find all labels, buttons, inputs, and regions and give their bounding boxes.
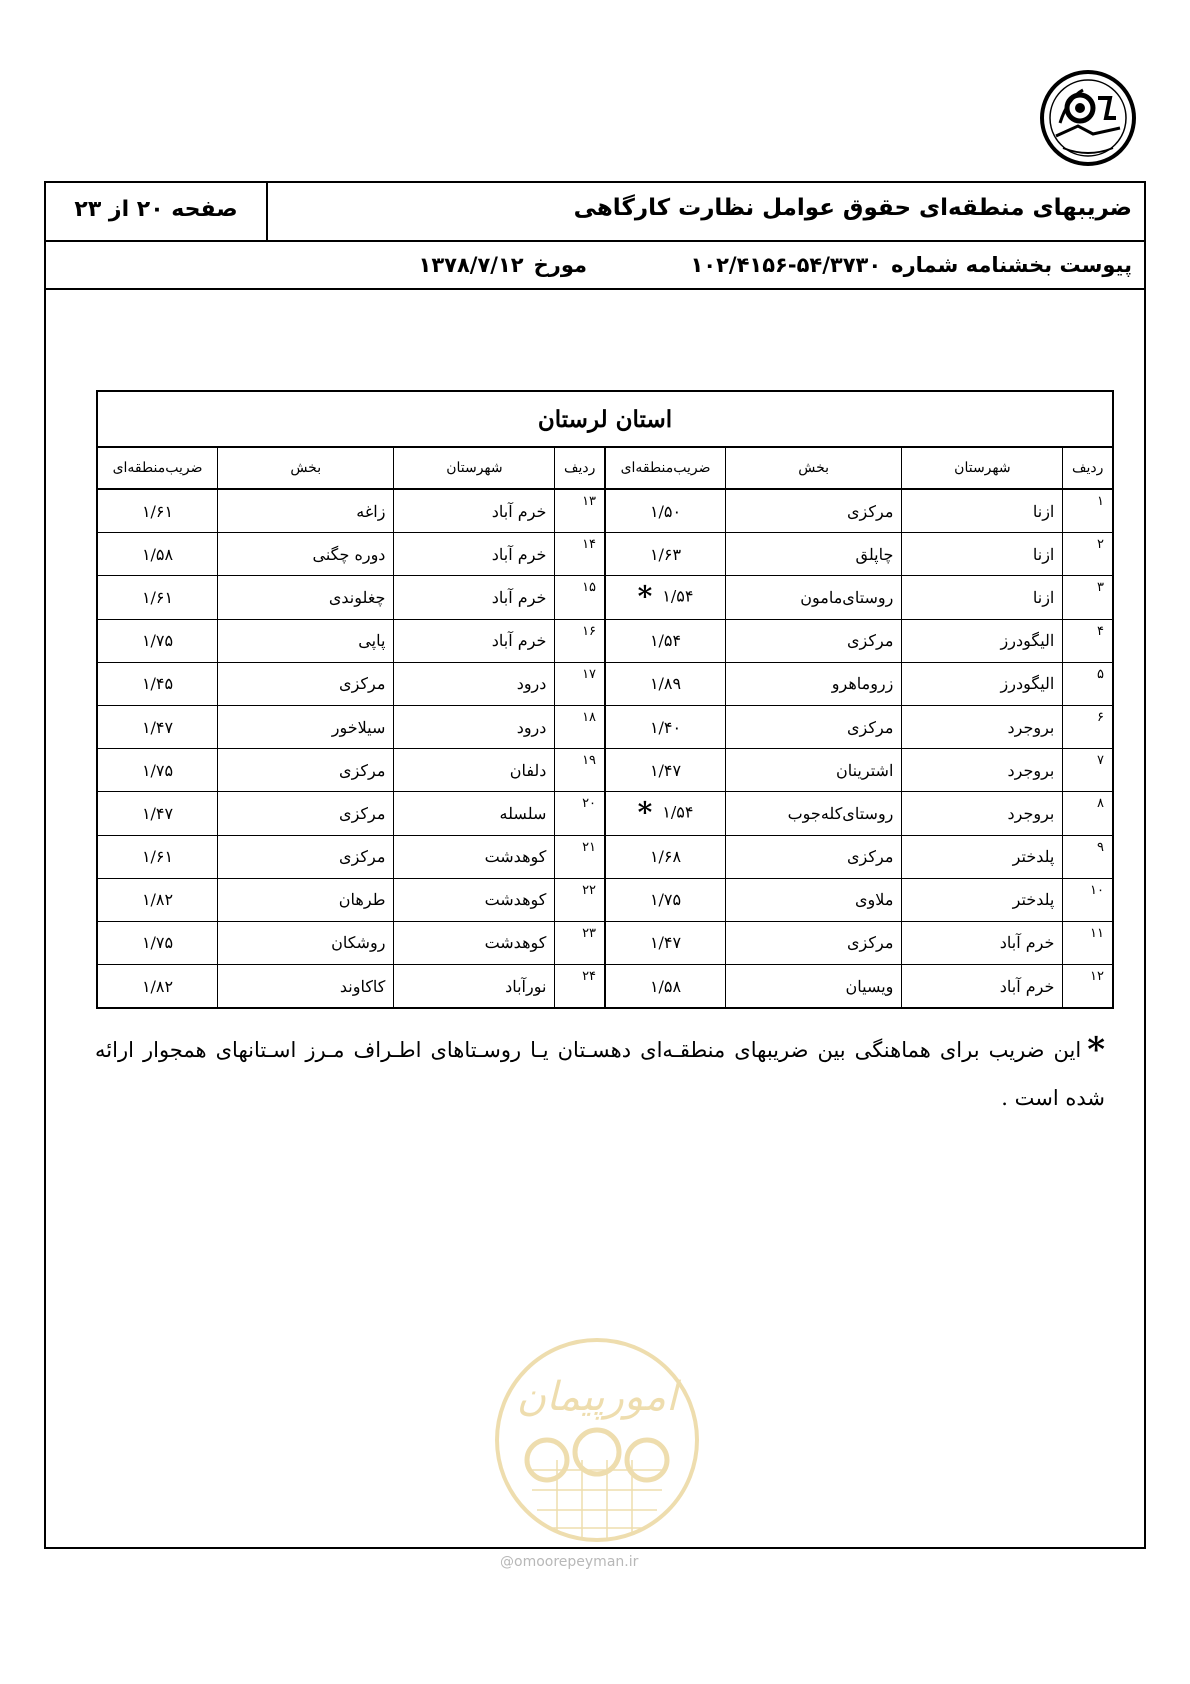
- row-number-text: ۱: [1097, 494, 1104, 509]
- date-label: مورخ: [533, 253, 587, 277]
- row-number: [1063, 965, 1113, 1009]
- coef-cell-text: ۱/۶۱: [141, 847, 174, 867]
- coef-cell: [605, 921, 725, 964]
- coef-cell-text: ۱/۴۷: [649, 760, 682, 780]
- section-cell: [726, 835, 902, 878]
- coef-cell: [605, 878, 725, 921]
- section-cell: [726, 576, 902, 619]
- section-cell: [218, 965, 394, 1009]
- city-cell: [902, 965, 1063, 1009]
- header-no: ردیف: [555, 447, 605, 489]
- section-cell: [218, 576, 394, 619]
- section-cell: [726, 792, 902, 835]
- city-cell-text: کوهدشت: [484, 890, 547, 910]
- row-number-text: ۸: [1097, 796, 1104, 812]
- city-cell-text: الیگودرز: [1000, 674, 1055, 694]
- section-cell: [726, 921, 902, 964]
- province-title: استان لرستان: [97, 391, 1113, 447]
- row-number-text: ۱۰: [1090, 882, 1104, 898]
- table-header-row: [97, 447, 1113, 489]
- coef-cell-text: ۱/۸۲: [141, 890, 174, 910]
- city-cell: [902, 835, 1063, 878]
- asterisk-icon: *: [1087, 1030, 1105, 1070]
- circular-label: پیوست بخشنامه شماره: [891, 253, 1132, 277]
- coef-cell: [605, 705, 725, 748]
- section-cell: [726, 489, 902, 533]
- section-cell-text: روستای‌مامون: [800, 587, 894, 607]
- section-cell-text: ویسیان: [845, 976, 894, 996]
- city-cell-text: ازنا: [1032, 501, 1055, 521]
- coef-cell-text: ۱/۷۵: [141, 631, 174, 651]
- row-number-text: ۵: [1097, 666, 1104, 682]
- coef-cell-text: ۱/۶۳: [649, 544, 682, 564]
- section-cell: [218, 835, 394, 878]
- row-number-text: ۲۳: [582, 925, 597, 941]
- circular-number: ۱۰۲/۴۱۵۶-۵۴/۳۷۳۰: [690, 253, 882, 277]
- coef-cell: [605, 835, 725, 878]
- city-cell: [394, 576, 555, 619]
- coef-cell: [605, 749, 725, 792]
- row-number-text: ۲۲: [582, 882, 597, 898]
- coef-cell: [97, 835, 218, 878]
- city-cell: [394, 878, 555, 921]
- row-number-text: ۱۲: [1090, 969, 1104, 985]
- row-number: [1063, 749, 1113, 792]
- row-number: [555, 878, 605, 921]
- city-cell-text: خرم آباد: [491, 587, 547, 607]
- section-cell-text: دوره چگنی: [312, 544, 386, 564]
- section-cell: [726, 878, 902, 921]
- city-cell: [902, 792, 1063, 835]
- section-cell-text: طرهان: [338, 890, 386, 910]
- city-cell-text: نورآباد: [505, 976, 547, 996]
- section-cell: [726, 662, 902, 705]
- city-cell: [902, 489, 1063, 533]
- document-title: ضریبهای منطقه‌ای حقوق عوامل نظارت کارگاهی: [573, 195, 1132, 221]
- section-cell: [726, 533, 902, 576]
- section-cell: [726, 705, 902, 748]
- coef-cell: [97, 878, 218, 921]
- circular-date: [409, 253, 587, 277]
- city-cell: [902, 878, 1063, 921]
- row-number: [555, 835, 605, 878]
- row-number-text: ۱۳: [582, 494, 597, 509]
- header-coef: ضریب‌منطقه‌ای: [605, 447, 725, 489]
- coef-cell: [605, 965, 725, 1009]
- coef-cell-text: ۱/۸۹: [649, 674, 682, 694]
- header-section: بخش: [726, 447, 902, 489]
- table-row: [97, 662, 1113, 705]
- section-cell: [218, 878, 394, 921]
- row-number-text: ۱۱: [1090, 925, 1104, 941]
- asterisk-icon: *: [637, 580, 653, 614]
- city-cell-text: کوهدشت: [484, 847, 547, 867]
- section-cell-text: مرکزی: [847, 631, 894, 651]
- coef-cell-text: ۱/۵۸: [141, 544, 174, 564]
- section-cell-text: مرکزی: [339, 803, 386, 823]
- table-row: [97, 792, 1113, 835]
- city-cell: [394, 489, 555, 533]
- row-number: [555, 749, 605, 792]
- section-cell-text: چغلوندی: [328, 587, 386, 607]
- city-cell-text: خرم آباد: [999, 976, 1055, 996]
- section-cell: [218, 705, 394, 748]
- header-city: شهرستان: [394, 447, 555, 489]
- section-cell: [726, 749, 902, 792]
- organization-logo: [1038, 68, 1138, 168]
- coef-cell: [97, 576, 218, 619]
- section-cell: [218, 662, 394, 705]
- row-number-text: ۴: [1097, 623, 1104, 639]
- header-row-title: [46, 183, 1144, 242]
- row-number-text: ۲۴: [582, 969, 597, 985]
- section-cell-text: مرکزی: [847, 933, 894, 953]
- row-number: [1063, 489, 1113, 533]
- section-cell: [218, 792, 394, 835]
- coef-cell: [97, 749, 218, 792]
- coef-cell: [97, 489, 218, 533]
- coef-cell-text: ۱/۵۸: [649, 976, 682, 996]
- city-cell: [902, 749, 1063, 792]
- city-cell: [902, 576, 1063, 619]
- city-cell: [394, 619, 555, 662]
- row-number: [1063, 835, 1113, 878]
- table-row: [97, 489, 1113, 533]
- header-coef: ضریب‌منطقه‌ای: [97, 447, 218, 489]
- city-cell-text: سلسله: [499, 803, 547, 823]
- city-cell: [394, 705, 555, 748]
- city-cell-text: ازنا: [1032, 544, 1055, 564]
- row-number: [555, 965, 605, 1009]
- section-cell-text: زاغه: [356, 501, 386, 521]
- section-cell-text: ملاوی: [855, 890, 894, 910]
- city-cell-text: بروجرد: [1007, 717, 1055, 737]
- header-no: ردیف: [1063, 447, 1113, 489]
- row-number: [1063, 533, 1113, 576]
- city-cell: [902, 705, 1063, 748]
- row-number: [555, 792, 605, 835]
- row-number: [555, 576, 605, 619]
- row-number: [555, 619, 605, 662]
- coef-cell-text: ۱/۶۱: [141, 587, 174, 607]
- table-row: [97, 921, 1113, 964]
- table-row: [97, 619, 1113, 662]
- coef-cell-text: ۱/۷۵: [141, 933, 174, 953]
- section-cell-text: مرکزی: [847, 501, 894, 521]
- header-section: بخش: [218, 447, 394, 489]
- city-cell-text: خرم آباد: [491, 631, 547, 651]
- coef-cell-text: ۱/۵۰: [649, 501, 682, 521]
- city-cell-text: کوهدشت: [484, 933, 547, 953]
- section-cell: [726, 619, 902, 662]
- table-row: [97, 576, 1113, 619]
- section-cell-text: روستای‌کله‌جوب: [787, 803, 894, 823]
- section-cell-text: زروماهرو: [831, 674, 894, 694]
- city-cell-text: خرم آباد: [491, 501, 547, 521]
- row-number-text: ۹: [1097, 839, 1104, 855]
- coef-cell: [605, 792, 725, 835]
- row-number: [555, 662, 605, 705]
- coef-cell-text: ۱/۴۰: [649, 717, 682, 737]
- row-number: [1063, 921, 1113, 964]
- section-cell: [218, 749, 394, 792]
- section-cell-text: مرکزی: [339, 674, 386, 694]
- city-cell: [394, 921, 555, 964]
- section-cell-text: مرکزی: [847, 717, 894, 737]
- city-cell: [394, 792, 555, 835]
- watermark-text: امورپیمان: [516, 1374, 678, 1420]
- section-cell-text: مرکزی: [339, 760, 386, 780]
- city-cell-text: خرم آباد: [491, 544, 547, 564]
- table-row: [97, 749, 1113, 792]
- watermark-url: @omoorepeyman.ir: [500, 1554, 639, 1570]
- coef-cell: [605, 533, 725, 576]
- row-number: [1063, 576, 1113, 619]
- row-number-text: ۱۷: [582, 666, 597, 682]
- city-cell-text: دلفان: [509, 760, 547, 780]
- city-cell: [394, 835, 555, 878]
- row-number: [555, 489, 605, 533]
- row-number-text: ۷: [1097, 753, 1104, 769]
- section-cell: [726, 965, 902, 1009]
- date-value: ۱۳۷۸/۷/۱۲: [418, 253, 524, 277]
- coef-cell-text: ۱/۸۲: [141, 976, 174, 996]
- row-number: [1063, 619, 1113, 662]
- coef-cell-text: ۱/۵۴: [649, 631, 682, 651]
- section-cell-text: پاپی: [358, 631, 386, 651]
- section-cell-text: روشکان: [331, 933, 386, 953]
- row-number-text: ۱۶: [582, 623, 597, 639]
- city-cell-text: پلدختر: [1012, 847, 1055, 867]
- city-cell: [902, 662, 1063, 705]
- row-number: [555, 533, 605, 576]
- city-cell: [902, 619, 1063, 662]
- row-number-text: ۲: [1097, 537, 1104, 553]
- coef-cell-text: ۱/۴۷: [649, 933, 682, 953]
- coef-cell-text: ۱/۵۴: [662, 586, 694, 606]
- coef-cell-text: ۱/۴۵: [141, 674, 174, 694]
- row-number-text: ۶: [1097, 709, 1104, 725]
- section-cell: [218, 489, 394, 533]
- watermark-logo: [487, 1330, 707, 1550]
- coef-cell: [605, 662, 725, 705]
- city-cell: [902, 533, 1063, 576]
- footnote-text: این ضریب برای هماهنگی بین ضریبهای منطقـه‌ای دهسـتان یـا روسـتاهای اطـراف مـرز اسـتانهای همجوار ارائه شده است .: [95, 1038, 1105, 1110]
- row-number: [555, 705, 605, 748]
- city-cell-text: ازنا: [1032, 587, 1055, 607]
- table-row: [97, 878, 1113, 921]
- coef-cell-text: ۱/۷۵: [649, 890, 682, 910]
- coef-cell-text: ۱/۵۴: [662, 802, 694, 822]
- coef-cell: [97, 965, 218, 1009]
- city-cell: [394, 662, 555, 705]
- row-number-text: ۱۵: [582, 580, 597, 596]
- row-number: [555, 921, 605, 964]
- coef-cell: [605, 619, 725, 662]
- row-number-text: ۱۴: [582, 537, 597, 553]
- section-cell: [218, 921, 394, 964]
- city-cell: [394, 965, 555, 1009]
- asterisk-icon: *: [637, 796, 653, 830]
- coef-cell-text: ۱/۶۸: [649, 847, 682, 867]
- coefficient-table: [96, 390, 1114, 1009]
- coef-cell: [97, 619, 218, 662]
- city-cell-text: بروجرد: [1007, 803, 1055, 823]
- row-number-text: ۲۰: [582, 796, 597, 812]
- section-cell-text: سیلاخور: [331, 717, 386, 737]
- row-number-text: ۲۱: [582, 839, 597, 855]
- section-cell: [218, 619, 394, 662]
- coef-cell-text: ۱/۶۱: [141, 501, 174, 521]
- city-cell: [394, 749, 555, 792]
- table-row: [97, 533, 1113, 576]
- table-row: [97, 835, 1113, 878]
- city-cell-text: درود: [516, 674, 547, 694]
- coef-cell: [97, 662, 218, 705]
- row-number: [1063, 705, 1113, 748]
- row-number-text: ۱۹: [582, 753, 597, 769]
- city-cell-text: درود: [516, 717, 547, 737]
- coef-cell-text: ۱/۷۵: [141, 760, 174, 780]
- section-cell-text: کاکاوند: [339, 976, 386, 996]
- city-cell-text: پلدختر: [1012, 890, 1055, 910]
- page-number: صفحه ۲۰ از ۲۳: [46, 183, 268, 240]
- coef-cell-text: ۱/۴۷: [141, 717, 174, 737]
- row-number: [1063, 878, 1113, 921]
- row-number-text: ۳: [1097, 580, 1104, 596]
- footnote: [95, 1026, 1105, 1122]
- coef-cell: [97, 921, 218, 964]
- header-city: شهرستان: [902, 447, 1063, 489]
- coef-cell: [97, 705, 218, 748]
- section-cell-text: چاپلق: [855, 544, 894, 564]
- coef-cell: [605, 576, 725, 619]
- header-row-reference: [46, 242, 1144, 290]
- coef-cell-text: ۱/۴۷: [141, 803, 174, 823]
- city-cell: [394, 533, 555, 576]
- section-cell: [218, 533, 394, 576]
- coef-cell: [97, 533, 218, 576]
- row-number: [1063, 792, 1113, 835]
- section-cell-text: مرکزی: [339, 847, 386, 867]
- city-cell-text: بروجرد: [1007, 760, 1055, 780]
- section-cell-text: مرکزی: [847, 847, 894, 867]
- coef-cell: [97, 792, 218, 835]
- section-cell-text: اشترینان: [835, 760, 894, 780]
- row-number: [1063, 662, 1113, 705]
- city-cell-text: خرم آباد: [999, 933, 1055, 953]
- coef-cell: [605, 489, 725, 533]
- row-number-text: ۱۸: [582, 709, 597, 725]
- city-cell-text: الیگودرز: [1000, 631, 1055, 651]
- circular-reference: [587, 253, 1144, 277]
- table-row: [97, 965, 1113, 1009]
- city-cell: [902, 921, 1063, 964]
- table-row: [97, 705, 1113, 748]
